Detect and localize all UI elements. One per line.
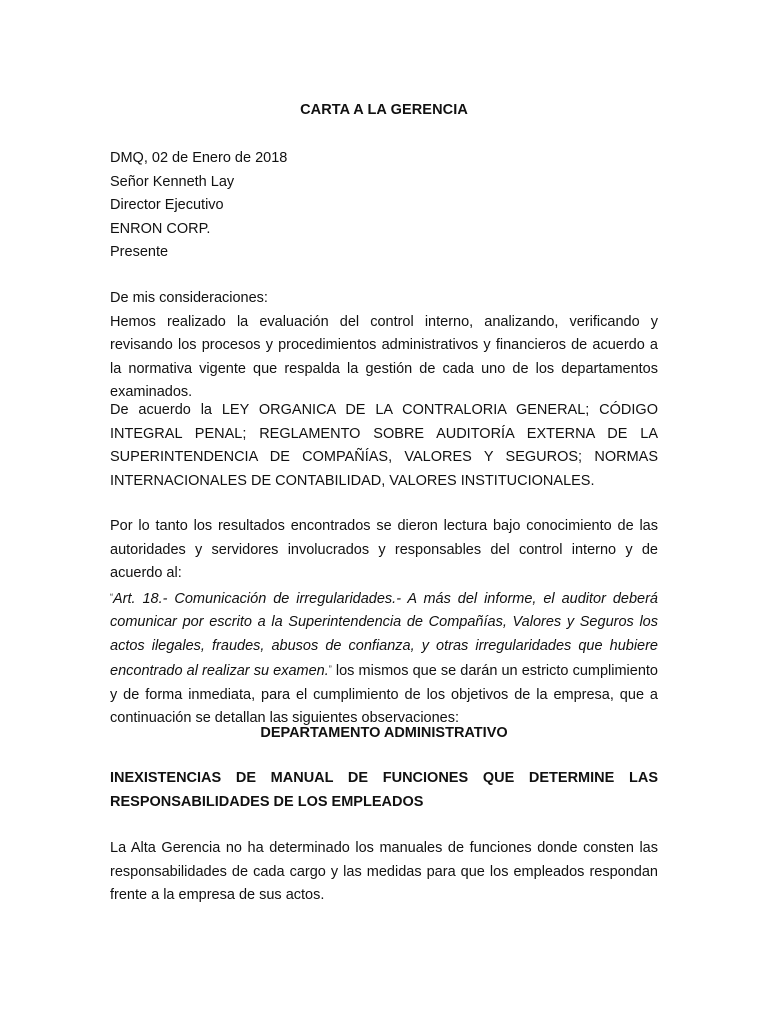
observation-subheading: INEXISTENCIAS DE MANUAL DE FUNCIONES QUE DETERMINE LAS RESPONSABILIDADES DE LOS EMPLEADOS — [110, 770, 658, 810]
salutation-and-intro — [110, 287, 658, 405]
quote-close-mark: ” — [328, 664, 332, 674]
quote-open-mark: “ — [110, 591, 113, 602]
presente-line: Presente — [110, 244, 169, 260]
document-page — [110, 0, 658, 1024]
paragraph-results-intro: Por lo tanto los resultados encontrados se dieron lectura bajo conocimiento de las autoridades y servidores involucrados y responsables del control interno y de acuerdo al: — [110, 518, 658, 581]
date-line: DMQ, 02 de Enero de 2018 — [110, 150, 288, 166]
salutation: De mis consideraciones: — [110, 290, 268, 306]
paragraph-observation: La Alta Gerencia no ha determinado los manuales de funciones donde consten las responsabilidades de cada cargo y las medidas para que los empleados respondan frente a la empresa de sus actos. — [110, 840, 658, 903]
recipient-title: Director Ejecutivo — [110, 197, 224, 213]
paragraph-evaluation: Hemos realizado la evaluación del control interno, analizando, verificando y revisando los procesos y procedimientos administrativos y financieros de acuerdo a la normativa vigente que respalda la gestión de cada uno de los departamentos examinados. — [110, 313, 658, 400]
paragraph-legal-framework: De acuerdo la LEY ORGANICA DE LA CONTRALORIA GENERAL; CÓDIGO INTEGRAL PENAL; REGLAMENTO SOBRE AUDITORÍA EXTERNA DE LA SUPERINTENDENCIA DE COMPAÑÍAS, VALORES Y SEGUROS; NORMAS INTERNACIONALES DE CONTABILIDAD, VALORES INSTITUCIONALES. — [110, 402, 658, 489]
recipient-name: Señor Kenneth Lay — [110, 173, 235, 190]
letter-title: CARTA A LA GERENCIA — [300, 102, 468, 118]
recipient-company: ENRON CORP. — [110, 220, 211, 237]
paragraph-results — [110, 515, 658, 731]
address-block — [110, 147, 658, 265]
section-heading: DEPARTAMENTO ADMINISTRATIVO — [260, 725, 508, 741]
article-quote: Art. 18.- Comunicación de irregularidades.- A más del informe, el auditor deberá comunicar por escrito a la Superintendencia de Compañías, Valores y Seguros los actos ilegales, fraudes, abusos de confianza, y otras irregularidades que hubiere encontrado al realizar su examen. — [110, 590, 658, 679]
paragraph-results-rest: los mismos que se darán un estricto cumplimiento y de forma inmediata, para el cumplimiento de los objetivos de la empresa, que a continuación se detallan las siguientes observaciones: — [110, 663, 658, 726]
